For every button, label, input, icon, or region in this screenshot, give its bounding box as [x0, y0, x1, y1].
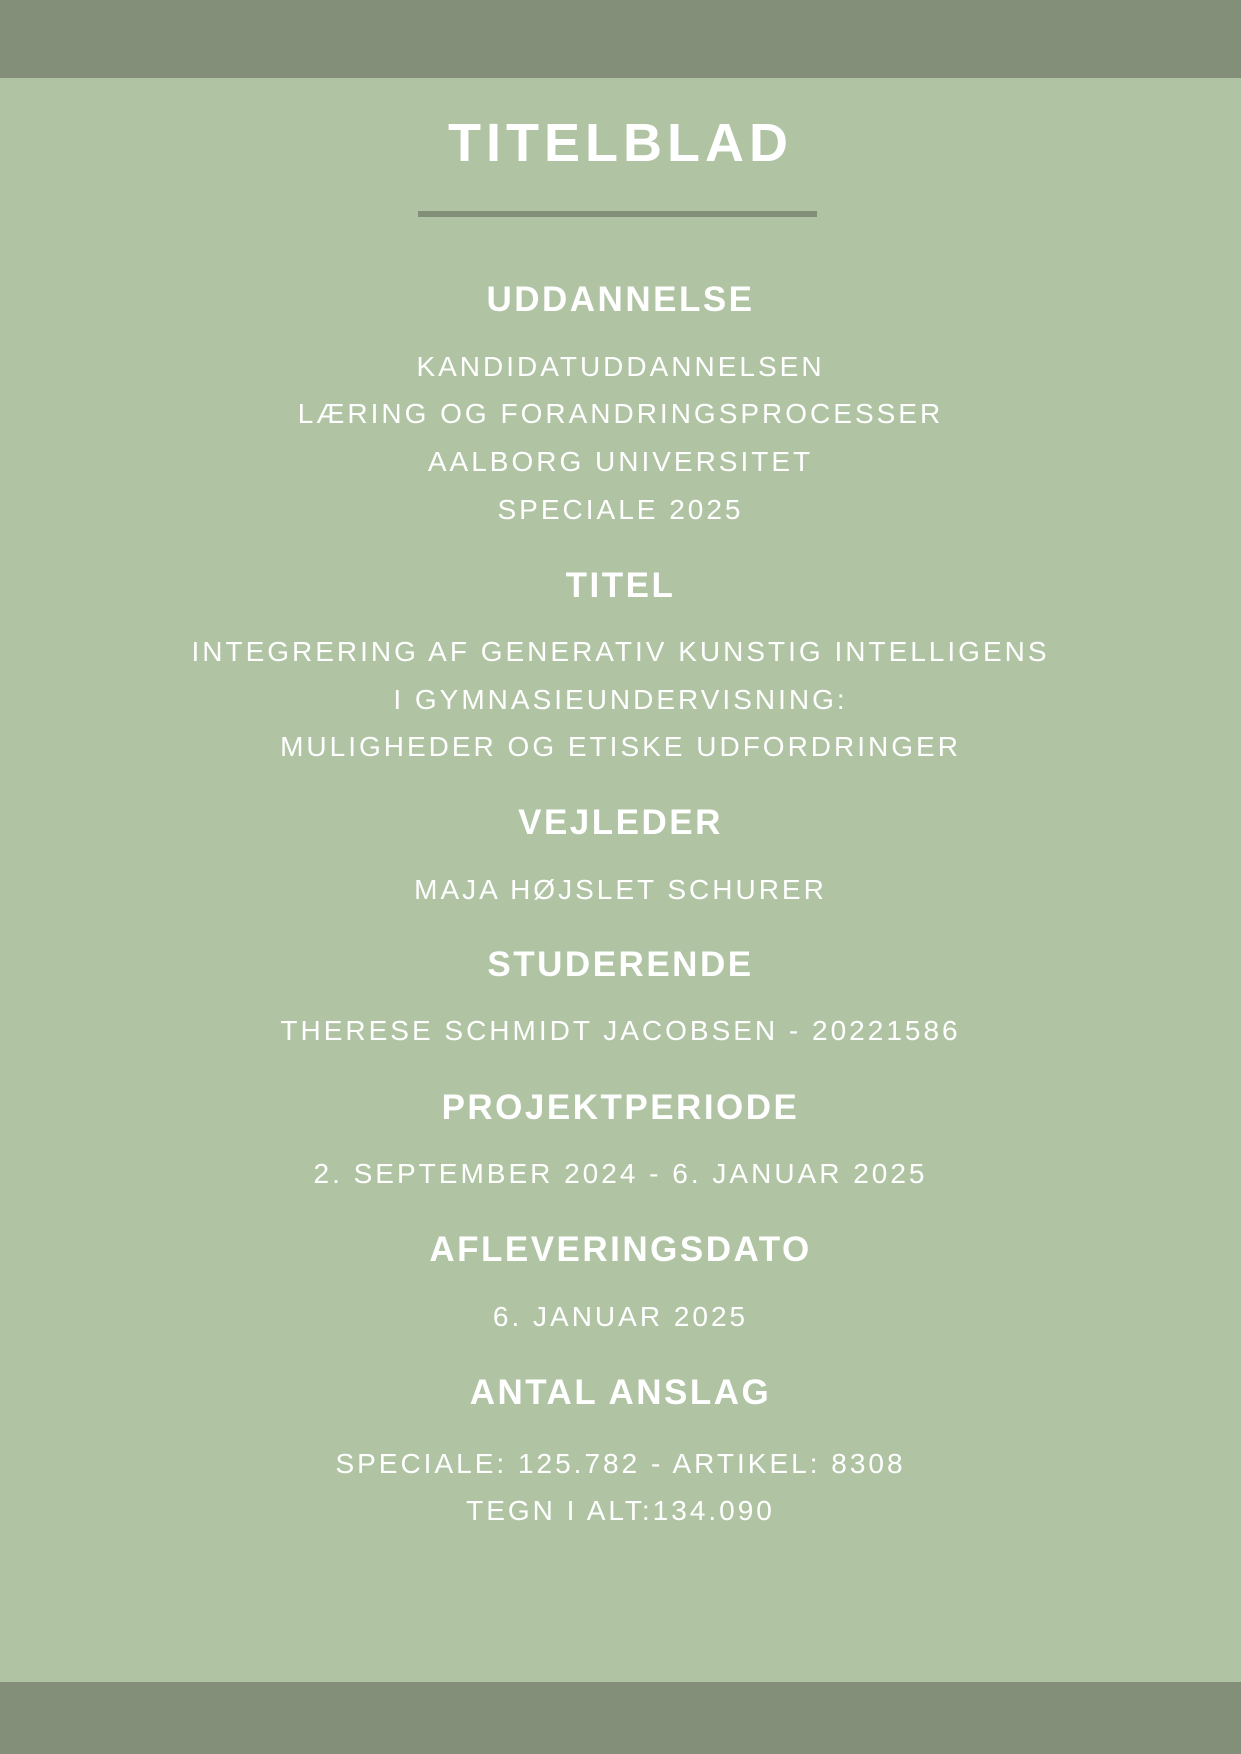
education-line: KANDIDATUDDANNELSEN — [416, 351, 825, 382]
student-heading: STUDERENDE — [487, 945, 754, 984]
page-title: TITELBLAD — [448, 113, 793, 173]
submission-date: 6. JANUAR 2025 — [492, 1301, 749, 1332]
supervisor-heading: VEJLEDER — [518, 803, 723, 842]
submission-heading: AFLEVERINGSDATO — [429, 1230, 812, 1269]
title-heading: TITEL — [565, 566, 676, 605]
period-heading: PROJEKTPERIODE — [441, 1088, 800, 1127]
characters-heading: ANTAL ANSLAG — [469, 1373, 772, 1412]
period-dates: 2. SEPTEMBER 2024 - 6. JANUAR 2025 — [313, 1158, 928, 1189]
thesis-title-line: INTEGRERING AF GENERATIV KUNSTIG INTELLIGENS — [191, 636, 1050, 667]
bottom-band — [0, 1682, 1241, 1754]
education-line: AALBORG UNIVERSITET — [427, 446, 814, 477]
student-name: THERESE SCHMIDT JACOBSEN - 20221586 — [280, 1015, 961, 1046]
characters-line: SPECIALE: 125.782 - ARTIKEL: 8308 — [335, 1448, 906, 1479]
top-band — [0, 0, 1241, 78]
thesis-title-line: MULIGHEDER OG ETISKE UDFORDRINGER — [280, 731, 961, 762]
title-divider — [418, 211, 817, 217]
thesis-title-line: I GYMNASIEUNDERVISNING: — [393, 684, 848, 715]
characters-line: TEGN I ALT:134.090 — [466, 1495, 775, 1526]
education-line: LÆRING OG FORANDRINGSPROCESSER — [297, 398, 944, 429]
education-heading: UDDANNELSE — [486, 280, 755, 319]
supervisor-name: MAJA HØJSLET SCHURER — [414, 874, 827, 905]
education-line: SPECIALE 2025 — [497, 494, 744, 525]
